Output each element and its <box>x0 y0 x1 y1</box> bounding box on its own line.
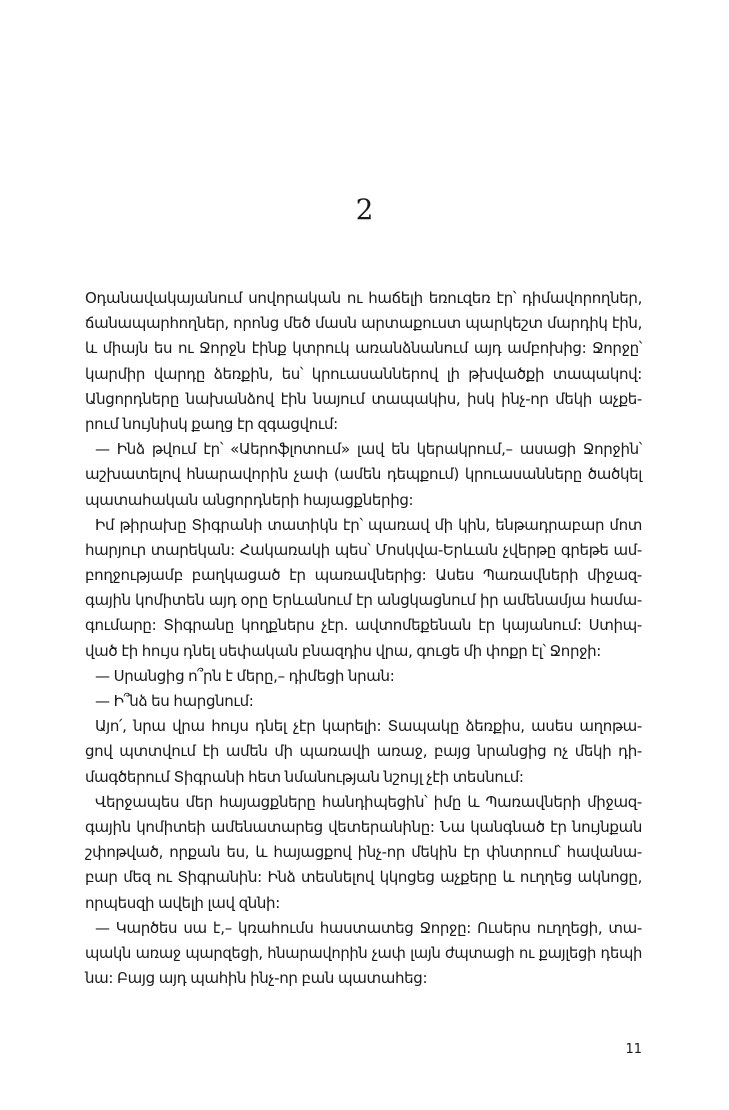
text-line: հարյուր տարեկան: Հակառակի պես՝ Մոսկվա-Երևան չվերթը գրեթե ամ- <box>85 540 642 559</box>
text-line: Այո՛, նրա վրա հույս դնել չէր կարելի: Տապակը ձեռքիս, ասես աղոթա- <box>95 717 642 736</box>
body-text <box>85 286 642 991</box>
text-line: Վերջապես մեր հայացքները հանդիպեցին՝ իմը և Պառավների միջազ- <box>95 792 642 811</box>
text-line: որպեսզի ավելի լավ զննի: <box>85 893 280 912</box>
text-line: և միայն ես ու Ջորջն էինք կտրուկ առանձնանում այդ ամբոխից: Ջորջը՝ <box>85 339 642 358</box>
text-line: գումարը: Տիգրանը կողքներս չէր. ավտոմեքենան էր կայանում: Ստիպ- <box>85 616 642 635</box>
text-line: գային կոմիտեն այդ օրը Երևանում էր անցկացնում իր ամենամյա համա- <box>85 591 642 610</box>
text-line: նա: Բայց այդ պահին ինչ-որ բան պատահեց: <box>85 969 428 988</box>
text-line: պակն առաջ պարզեցի, հնարավորին չափ լայն ժպտացի ու քայլեցի դեպի <box>85 944 642 962</box>
text-line: րում նույնիսկ քաղց էր զգացվում: <box>85 414 338 433</box>
text-line: մագծերում Տիգրանի հետ նմանության նշույլ չէի տեսնում: <box>85 767 524 786</box>
text-line: բողջությամբ բաղկացած էր պառավներից: Ասես Պառավների միջազ- <box>85 566 642 585</box>
text-line: շփոթված, որքան ես, և հայացքով ինչ-որ մեկին էր փնտրում՝ հավանա- <box>85 843 642 862</box>
text-line: — Ինձ թվում էր՝ «Աերոֆլոտում» լավ են կերակրում,– ասացի Ջորջին՝ <box>95 440 642 459</box>
text-line: կարմիր վարդը ձեռքին, ես՝ կրուասաններով լի թխվածքի տապակով: <box>85 364 642 383</box>
text-line: — Կարծես սա է,– կռահումս հաստատեց Ջորջը: Ուսերս ուղղեցի, տա- <box>95 918 642 937</box>
text-line: բար մեզ ու Տիգրանին: Ինձ տեսնելով կկոցեց աչքերը և ուղղեց ակնոցը, <box>85 868 642 887</box>
text-line: ճանապարհողներ, որոնց մեծ մասն արտաքուստ պարկեշտ մարդիկ էին, <box>85 314 642 333</box>
text-line: — Սրանցից ո՞րն է մերը,– դիմեցի նրան: <box>95 666 395 685</box>
text-line: Անցորդները նախանձով էին նայում տապակիս, իսկ ինչ-որ մեկի աչքե- <box>85 389 642 408</box>
chapter-number: 2 <box>355 193 374 226</box>
text-line: գային կոմիտեի ամենատարեց վետերանինը: Նա կանգնած էր նույնքան <box>85 817 642 836</box>
text-line: ցով պտտվում էի ամեն մի պառավի առաջ, բայց նրանցից ոչ մեկի դի- <box>85 742 642 761</box>
page-number: 11 <box>625 1042 642 1057</box>
text-line: աշխատելով հնարավորին չափ (ամեն դեպքում) կրուասանները ծածկել <box>85 465 642 484</box>
text-line: — Ի՞նձ ես հարցնում: <box>95 692 254 710</box>
text-line: պատահական անցորդների հայացքներից: <box>85 490 414 509</box>
text-line: ված էի հույս դնել սեփական բնազդիս վրա, գուցե մի փոքր էլ՝ Ջորջի: <box>85 641 602 660</box>
text-line: Օդանավակայանում սովորական ու հաճելի եռուզեռ էր՝ դիմավորողներ, <box>85 289 642 307</box>
text-line: Իմ թիրախը Տիգրանի տատիկն էր՝ պառավ մի կին, ենթադրաբար մոտ <box>95 515 642 534</box>
